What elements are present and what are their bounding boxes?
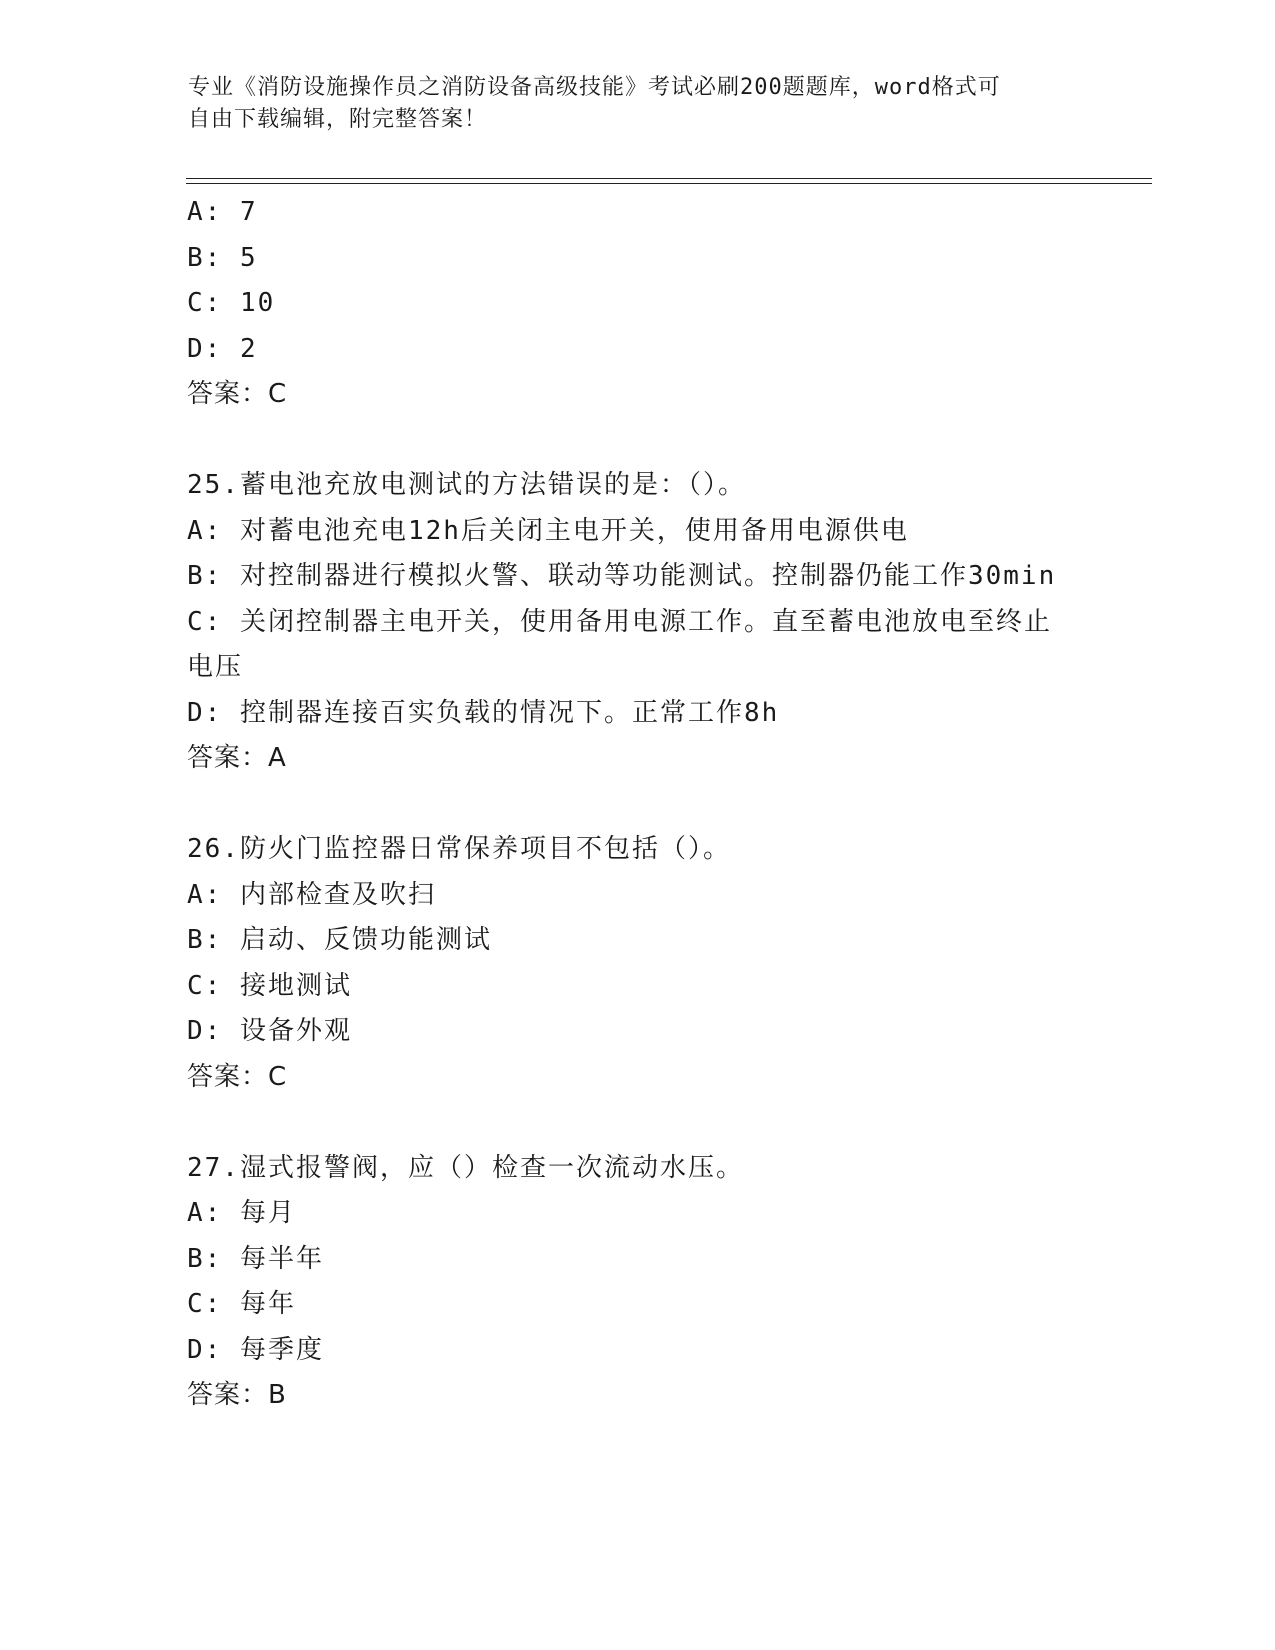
option-b: B: 启动、反馈功能测试 bbox=[187, 925, 492, 955]
option-a: A: 7 bbox=[187, 197, 258, 227]
option-c: C: 10 bbox=[187, 288, 276, 318]
option-d: D: 2 bbox=[187, 333, 258, 364]
option-b: B: 每半年 bbox=[187, 1243, 324, 1274]
option-c: C: 接地测试 bbox=[187, 970, 352, 1001]
question-stem: 27.湿式报警阀，应（）检查一次流动水压。 bbox=[187, 1152, 744, 1183]
option-d: D: 设备外观 bbox=[187, 1016, 352, 1046]
question-24-tail bbox=[187, 190, 1087, 418]
question-25 bbox=[187, 463, 1087, 782]
option-a: A: 每月 bbox=[187, 1198, 296, 1228]
question-spacer bbox=[187, 418, 1087, 464]
option-c: C: 关闭控制器主电开关，使用备用电源工作。直至蓄电池放电至终止 bbox=[187, 606, 1052, 637]
question-27 bbox=[187, 1146, 1087, 1419]
option-a: A: 内部检查及吹扫 bbox=[187, 879, 436, 910]
header-divider-top bbox=[186, 178, 1152, 179]
question-stem: 26.防火门监控器日常保养项目不包括（）。 bbox=[187, 834, 731, 864]
question-26 bbox=[187, 827, 1087, 1100]
option-c: C: 每年 bbox=[187, 1289, 296, 1319]
question-list bbox=[187, 190, 1087, 1419]
answer-line: 答案：A bbox=[187, 743, 287, 773]
question-spacer bbox=[187, 782, 1087, 828]
question-spacer bbox=[187, 1100, 1087, 1146]
header-divider-bottom bbox=[186, 183, 1152, 184]
option-c-continued: 电压 bbox=[187, 652, 244, 682]
document-header bbox=[188, 72, 1068, 136]
header-line-1: 专业《消防设施操作员之消防设备高级技能》考试必刷200题题库，word格式可 bbox=[188, 75, 1001, 100]
answer-line: 答案：C bbox=[187, 1061, 288, 1092]
option-a: A: 对蓄电池充电12h后关闭主电开关，使用备用电源供电 bbox=[187, 515, 909, 546]
option-d: D: 每季度 bbox=[187, 1334, 324, 1365]
option-d: D: 控制器连接百实负载的情况下。正常工作8h bbox=[187, 697, 780, 728]
option-b: B: 5 bbox=[187, 242, 258, 273]
answer-line: 答案：C bbox=[187, 379, 288, 409]
option-b: B: 对控制器进行模拟火警、联动等功能测试。控制器仍能工作30min bbox=[187, 561, 1057, 591]
question-stem: 25.蓄电池充放电测试的方法错误的是：（）。 bbox=[187, 470, 746, 500]
answer-line: 答案：B bbox=[187, 1380, 287, 1410]
header-line-2: 自由下载编辑，附完整答案！ bbox=[188, 107, 488, 132]
